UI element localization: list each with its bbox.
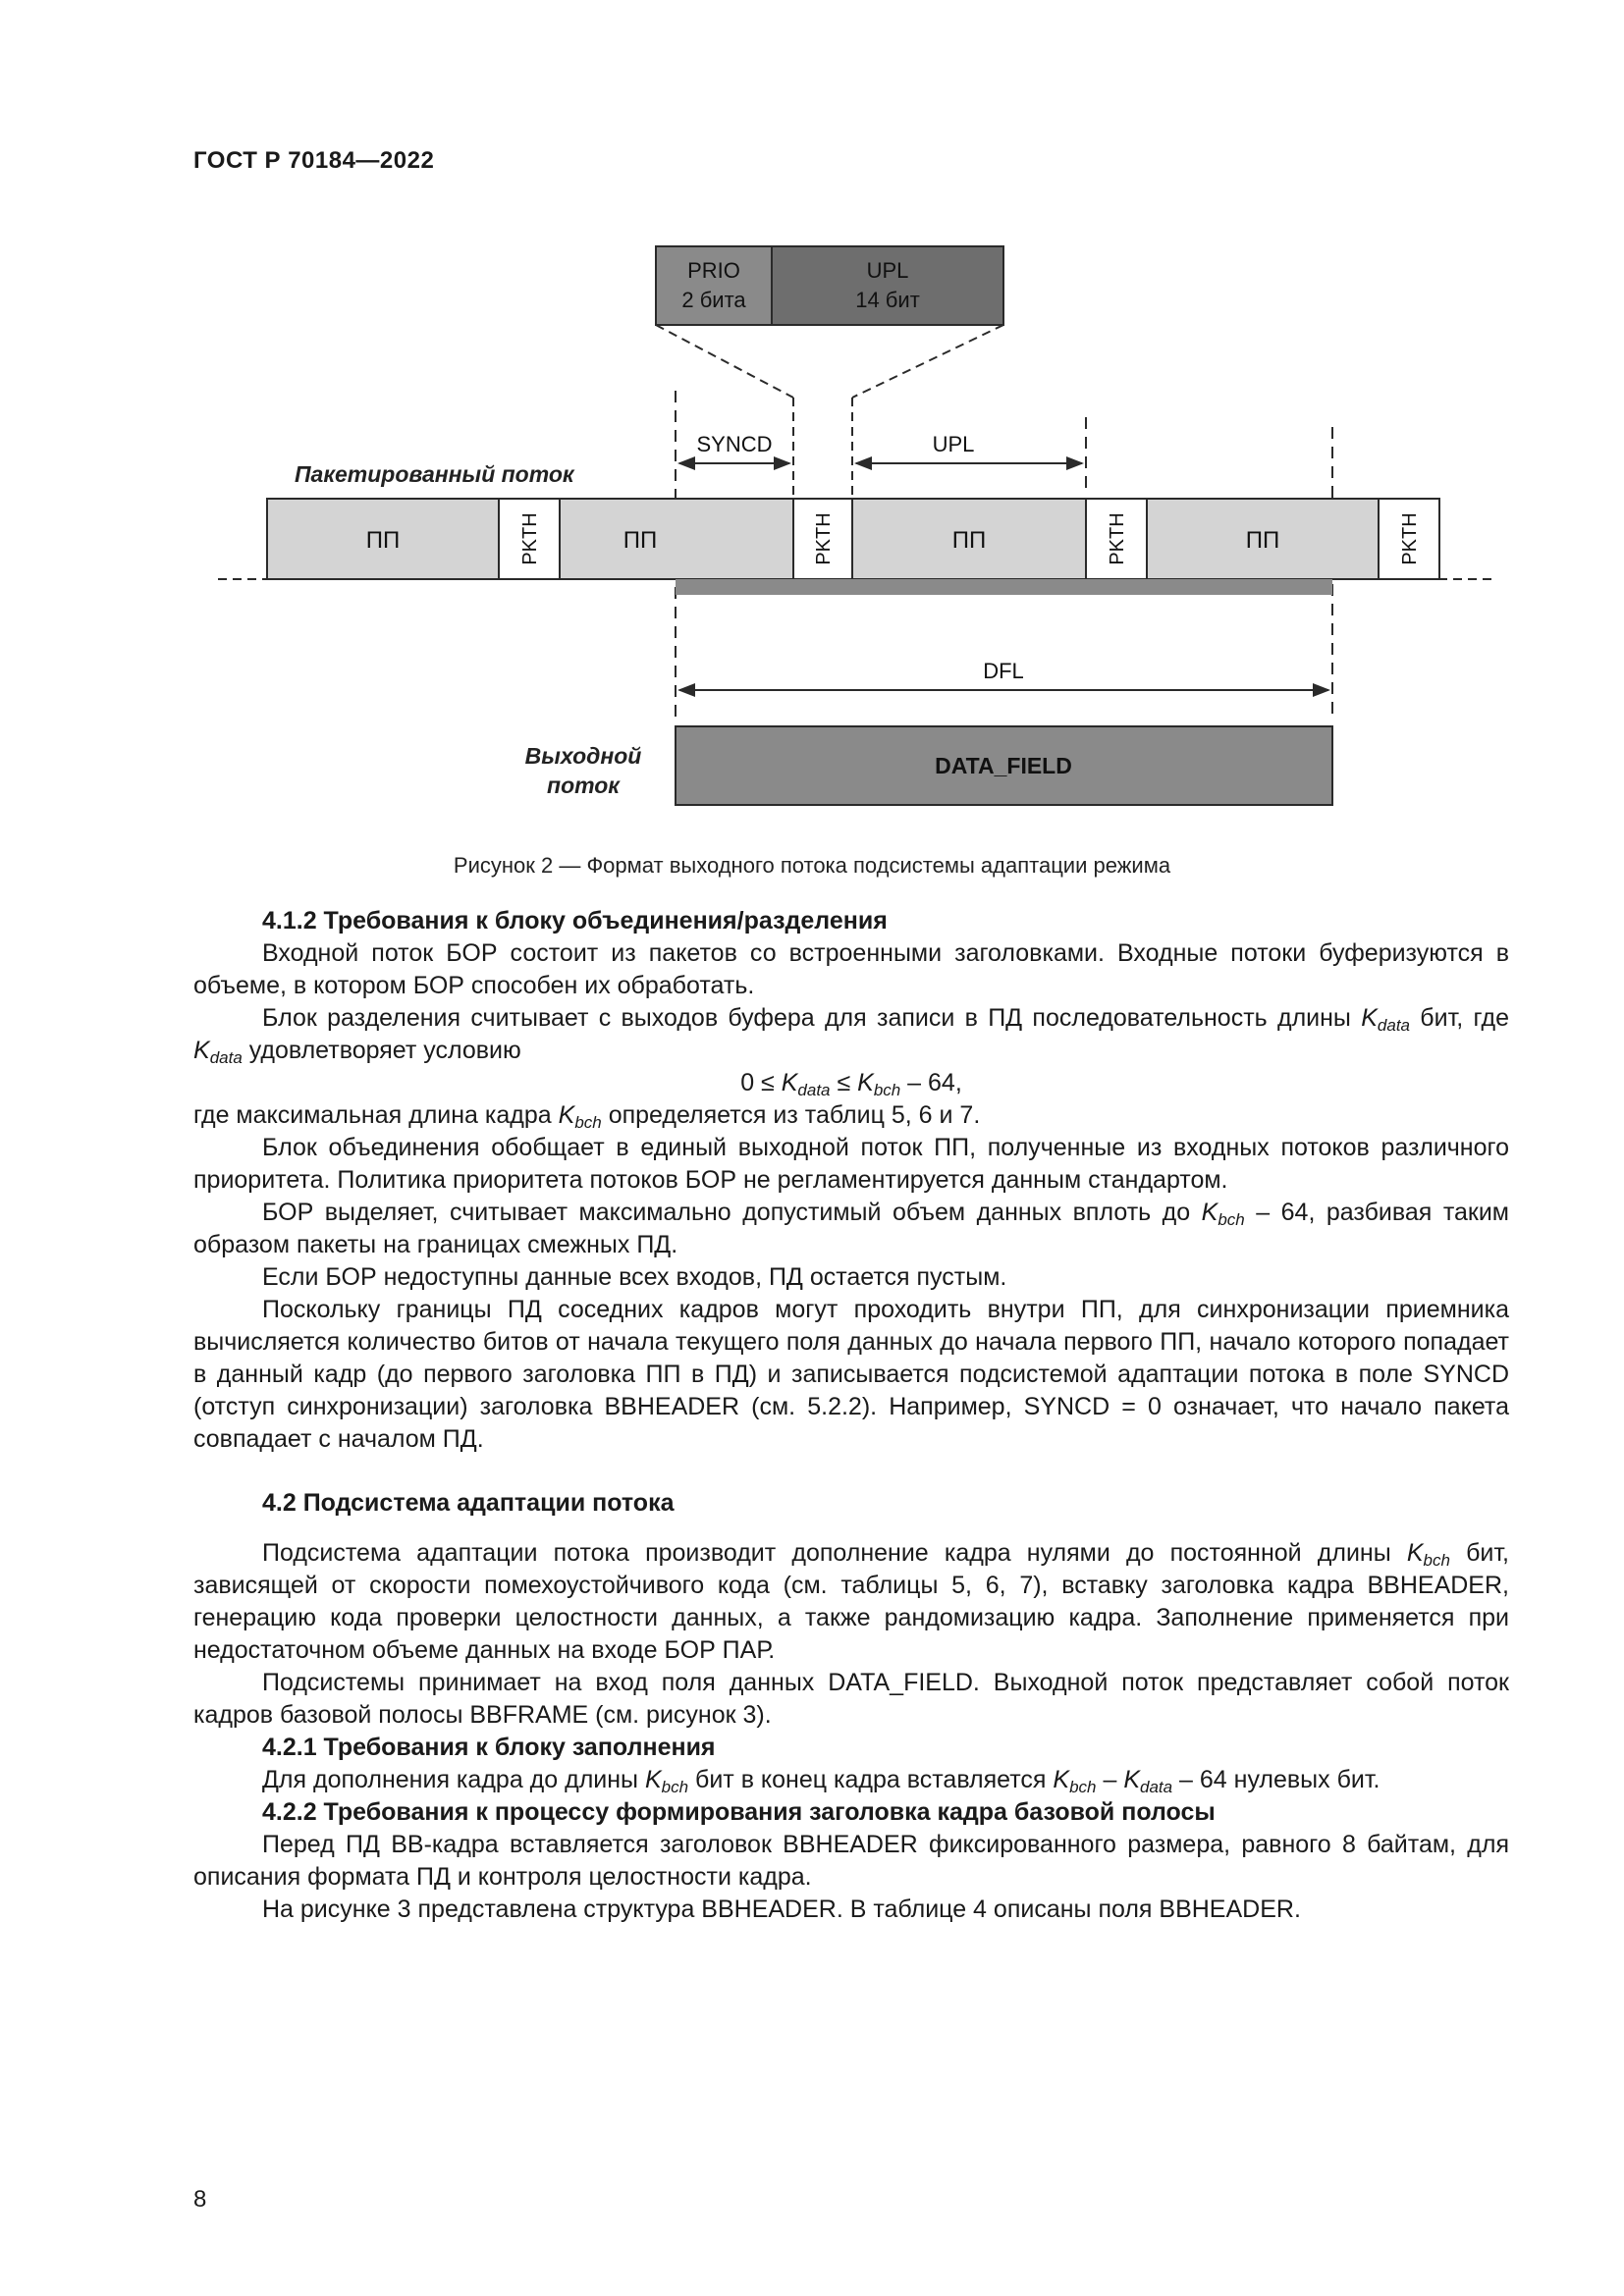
paragraph: Подсистемы принимает на вход поля данных DATA_FIELD. Выходной поток представляет собой поток кадров базовой полосы BBFRAME (см. рисунок 3).: [193, 1669, 1509, 1729]
data-field-strip: [676, 579, 1332, 595]
paragraph: Входной поток БОР состоит из пакетов со встроенными заголовками. Входные потоки буферизуются в объеме, в котором БОР способен их обработать.: [193, 939, 1509, 999]
pkth-label-2: PKTH: [813, 512, 835, 565]
syncd-arrowhead-right: [774, 456, 791, 470]
formula: $0 \le K_{data} \le K_{bch} - 64$,: [740, 1069, 962, 1099]
figure-caption: Рисунок 2 — Формат выходного потока подсистемы адаптации режима: [453, 853, 1171, 878]
upl-bits: 14 бит: [855, 288, 920, 312]
prio-bits: 2 бита: [681, 288, 746, 312]
section-4-2-title: 4.2 Подсистема адаптации потока: [262, 1489, 675, 1517]
paragraph: На рисунке 3 представлена структура BBHEADER. В таблице 4 описаны поля BBHEADER.: [262, 1896, 1301, 1923]
body-text: [193, 905, 1509, 1926]
section-4-1-2-title: 4.1.2 Требования к блоку объединения/разделения: [262, 907, 888, 934]
paragraph: где максимальная длина кадра $K_{bch}$ определяется из таблиц 5, 6 и 7.: [193, 1101, 981, 1132]
upl-arrowhead-left: [854, 456, 872, 470]
paragraph: Для дополнения кадра до длины $K_{bch}$ бит в конец кадра вставляется $K_{bch} - K_{data} - 64$ нулевых бит.: [262, 1766, 1380, 1796]
paragraph: Подсистема адаптации потока производит дополнение кадра нулями до постоянной длины $K_{bch}$ бит, зависящей от скорости помехоустойчивого кода (см. таблицы 5, 6, 7), вставку заголовка кадра BBHEADER, генерацию кода проверки целостности данных, а также рандомизацию кадра. Заполнение применяется при недостаточном объеме данных на входе БОР ПАР.: [193, 1539, 1509, 1664]
pkth-label-3: PKTH: [1107, 512, 1128, 565]
paragraph: Блок разделения считывает с выходов буфера для записи в ПД последовательность длины $K_{data}$ бит, где $K_{data}$ удовлетворяет условию: [193, 1004, 1510, 1067]
section-4-2-2-title: 4.2.2 Требования к процессу формирования заголовка кадра базовой полосы: [262, 1798, 1216, 1826]
packet-label-4: ПП: [1245, 527, 1280, 554]
paragraph: Перед ПД BB-кадра вставляется заголовок BBHEADER фиксированного размера, равного 8 байтам, для описания формата ПД и контроля целостности кадра.: [193, 1831, 1509, 1891]
stream-format-figure: [0, 0, 1624, 844]
syncd-arrowhead-left: [677, 456, 695, 470]
packet-label-3: ПП: [951, 527, 987, 554]
output-stream-label-line2: поток: [547, 773, 620, 798]
packet-label-1: ПП: [365, 527, 401, 554]
dfl-arrowhead-right: [1313, 683, 1330, 697]
packet-2: [560, 499, 793, 579]
paragraph: Если БОР недоступны данные всех входов, ПД остается пустым.: [262, 1263, 1007, 1291]
document-header: ГОСТ Р 70184—2022: [193, 147, 435, 174]
paragraph: БОР выделяет, считывает максимально допустимый объем данных вплоть до $K_{bch} - 64$, разбивая таким образом пакеты на границах смежных ПД.: [193, 1199, 1509, 1258]
dfl-label: DFL: [983, 659, 1024, 683]
upl-name: UPL: [866, 258, 909, 283]
section-4-2-1-title: 4.2.1 Требования к блоку заполнения: [262, 1734, 716, 1761]
paragraph: Поскольку границы ПД соседних кадров могут проходить внутри ПП, для синхронизации приемника вычисляется количество битов от начала текущего поля данных до начала первого ПП, начало которого попадает в данный кадр (до первого заголовка ПП в ПД) и записывается подсистемой адаптации потока в поле SYNCD (отступ синхронизации) заголовка BBHEADER (см. 5.2.2). Например, SYNCD = 0 означает, что начало пакета совпадает с началом ПД.: [193, 1296, 1509, 1453]
upl-arrowhead-right: [1066, 456, 1084, 470]
expand-line-left: [656, 325, 793, 398]
syncd-label: SYNCD: [696, 432, 773, 456]
packet-stream-label: Пакетированный поток: [295, 461, 574, 487]
pkth-label-1: PKTH: [519, 512, 541, 565]
packet-label-2: ПП: [623, 527, 658, 554]
paragraph: Блок объединения обобщает в единый выходной поток ПП, полученные из входных потоков различного приоритета. Политика приоритета потоков БОР не регламентируется данным стандартом.: [193, 1134, 1509, 1194]
dfl-arrowhead-left: [677, 683, 695, 697]
pkth-label-4: PKTH: [1399, 512, 1421, 565]
expand-line-right: [852, 325, 1003, 398]
prio-name: PRIO: [687, 258, 740, 283]
upl-span-label: UPL: [932, 432, 975, 456]
data-field-label: DATA_FIELD: [935, 753, 1072, 778]
output-stream-label-line1: Выходной: [524, 743, 642, 769]
page-number: 8: [193, 2186, 207, 2213]
